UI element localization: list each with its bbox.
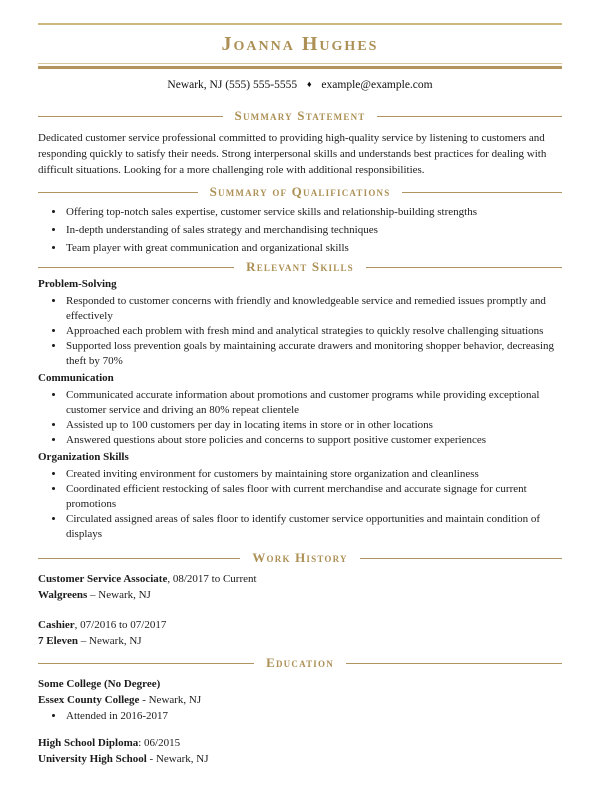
heading-divider-line: [38, 267, 234, 268]
job-company: 7 Eleven: [38, 635, 79, 647]
job-dates: , 07/2016 to 07/2017: [74, 619, 167, 631]
section-heading-education: [38, 655, 562, 671]
contact-line: [38, 77, 562, 92]
list-item: • Offering top-notch sales expertise, customer service skills and relationship-building strengths: [65, 204, 562, 220]
section-heading-work-history: [38, 550, 562, 566]
education-school-line: [38, 692, 562, 708]
contact-email: example@example.com: [321, 79, 433, 91]
education-degree-detail: : 06/2015: [138, 737, 181, 749]
contact-location-phone: Newark, NJ (555) 555-5555: [167, 79, 298, 91]
job-location: – Newark, NJ: [87, 589, 151, 601]
job-company-line: [38, 633, 562, 649]
education-school-line: [38, 751, 562, 767]
job-entry: [38, 617, 562, 649]
job-entry: [38, 571, 562, 603]
list-item: • Coordinated efficient restocking of sales floor with current merchandise and accurate signage for current promotions: [65, 482, 562, 512]
job-company-line: [38, 587, 562, 603]
section-heading-label: Summary of Qualifications: [209, 184, 391, 199]
job-dates: , 08/2017 to Current: [167, 573, 257, 585]
heading-divider-line: [38, 558, 240, 559]
skills-group-title: Problem-Solving: [38, 278, 117, 290]
list-item: • Created inviting environment for customers by maintaining store organization and cleanliness: [65, 467, 562, 482]
qualifications-list: [38, 204, 562, 256]
header-top-rule: [38, 23, 562, 25]
skills-list: [38, 467, 562, 542]
list-item: • Supported loss prevention goals by maintaining accurate drawers and monitoring shopper behavior, decreasing theft by 70%: [65, 339, 562, 369]
job-title: Customer Service Associate: [38, 573, 168, 585]
section-heading-qualifications: [38, 184, 562, 200]
job-location: – Newark, NJ: [78, 635, 142, 647]
skills-group-title: Communication: [38, 372, 114, 384]
skills-list: [38, 294, 562, 369]
list-item: • Attended in 2016-2017: [65, 709, 562, 724]
job-title: Cashier: [38, 619, 75, 631]
education-degree: Some College (No Degree): [38, 678, 161, 690]
summary-text: Dedicated customer service professional committed to providing high-quality service by listening to customers and responding quickly to satisfy their needs. Strong interpersonal skills and understands best practices for dealing with difficult situations. Looking for a more challenging role with additional responsibilities.: [38, 132, 547, 176]
education-degree-line: [38, 676, 562, 692]
job-company: Walgreens: [38, 589, 88, 601]
list-item: • Team player with great communication and organizational skills: [65, 240, 562, 256]
job-title-line: [38, 617, 562, 633]
skills-group-problem-solving: [38, 277, 562, 369]
education-entry: [38, 676, 562, 724]
skills-group-communication: [38, 371, 562, 448]
list-item: • In-depth understanding of sales strategy and merchandising techniques: [65, 222, 562, 238]
list-item: • Responded to customer concerns with friendly and knowledgeable service and remedied issues promptly and effectively: [65, 294, 562, 324]
heading-divider-line: [38, 663, 254, 664]
skills-list: [38, 388, 562, 448]
section-heading-label: Work History: [252, 550, 348, 565]
education-school-location: - Newark, NJ: [146, 753, 209, 765]
education-degree-line: [38, 735, 562, 751]
education-school: University High School: [38, 753, 147, 765]
heading-divider-line: [360, 558, 562, 559]
list-item: • Circulated assigned areas of sales floor to identify customer service opportunities and maintain condition of displays: [65, 512, 562, 542]
heading-divider-line: [38, 116, 223, 117]
education-entry: [38, 735, 562, 767]
section-heading-summary-statement: [38, 108, 562, 124]
heading-divider-line: [377, 116, 562, 117]
job-title-line: [38, 571, 562, 587]
page-title: Joanna Hughes: [221, 33, 379, 55]
heading-divider-line: [366, 267, 562, 268]
education-school-location: - Newark, NJ: [139, 694, 202, 706]
education-degree: High School Diploma: [38, 737, 139, 749]
list-item: • Assisted up to 100 customers per day in locating items in store or in other locations: [65, 418, 562, 433]
diamond-separator-icon: ♦: [306, 79, 312, 89]
heading-divider-line: [402, 192, 562, 193]
education-detail-list: [38, 709, 562, 724]
education-school: Essex County College: [38, 694, 140, 706]
resume-page: [0, 23, 600, 767]
section-heading-relevant-skills: [38, 259, 562, 275]
list-item: • Approached each problem with fresh mind and analytical strategies to quickly resolve challenging situations: [65, 324, 562, 339]
section-heading-label: Relevant Skills: [246, 259, 354, 274]
heading-divider-line: [38, 192, 198, 193]
skills-group-organization: [38, 450, 562, 542]
list-item: • Answered questions about store policies and concerns to support positive customer experiences: [65, 433, 562, 448]
section-heading-label: Education: [266, 655, 334, 670]
header-double-rule: [38, 63, 562, 69]
list-item: • Communicated accurate information about promotions and customer programs while providing exceptional customer service and driving an 80% repeat clientele: [65, 388, 562, 418]
section-heading-label: Summary Statement: [234, 108, 366, 123]
heading-divider-line: [346, 663, 562, 664]
skills-group-title: Organization Skills: [38, 451, 129, 463]
